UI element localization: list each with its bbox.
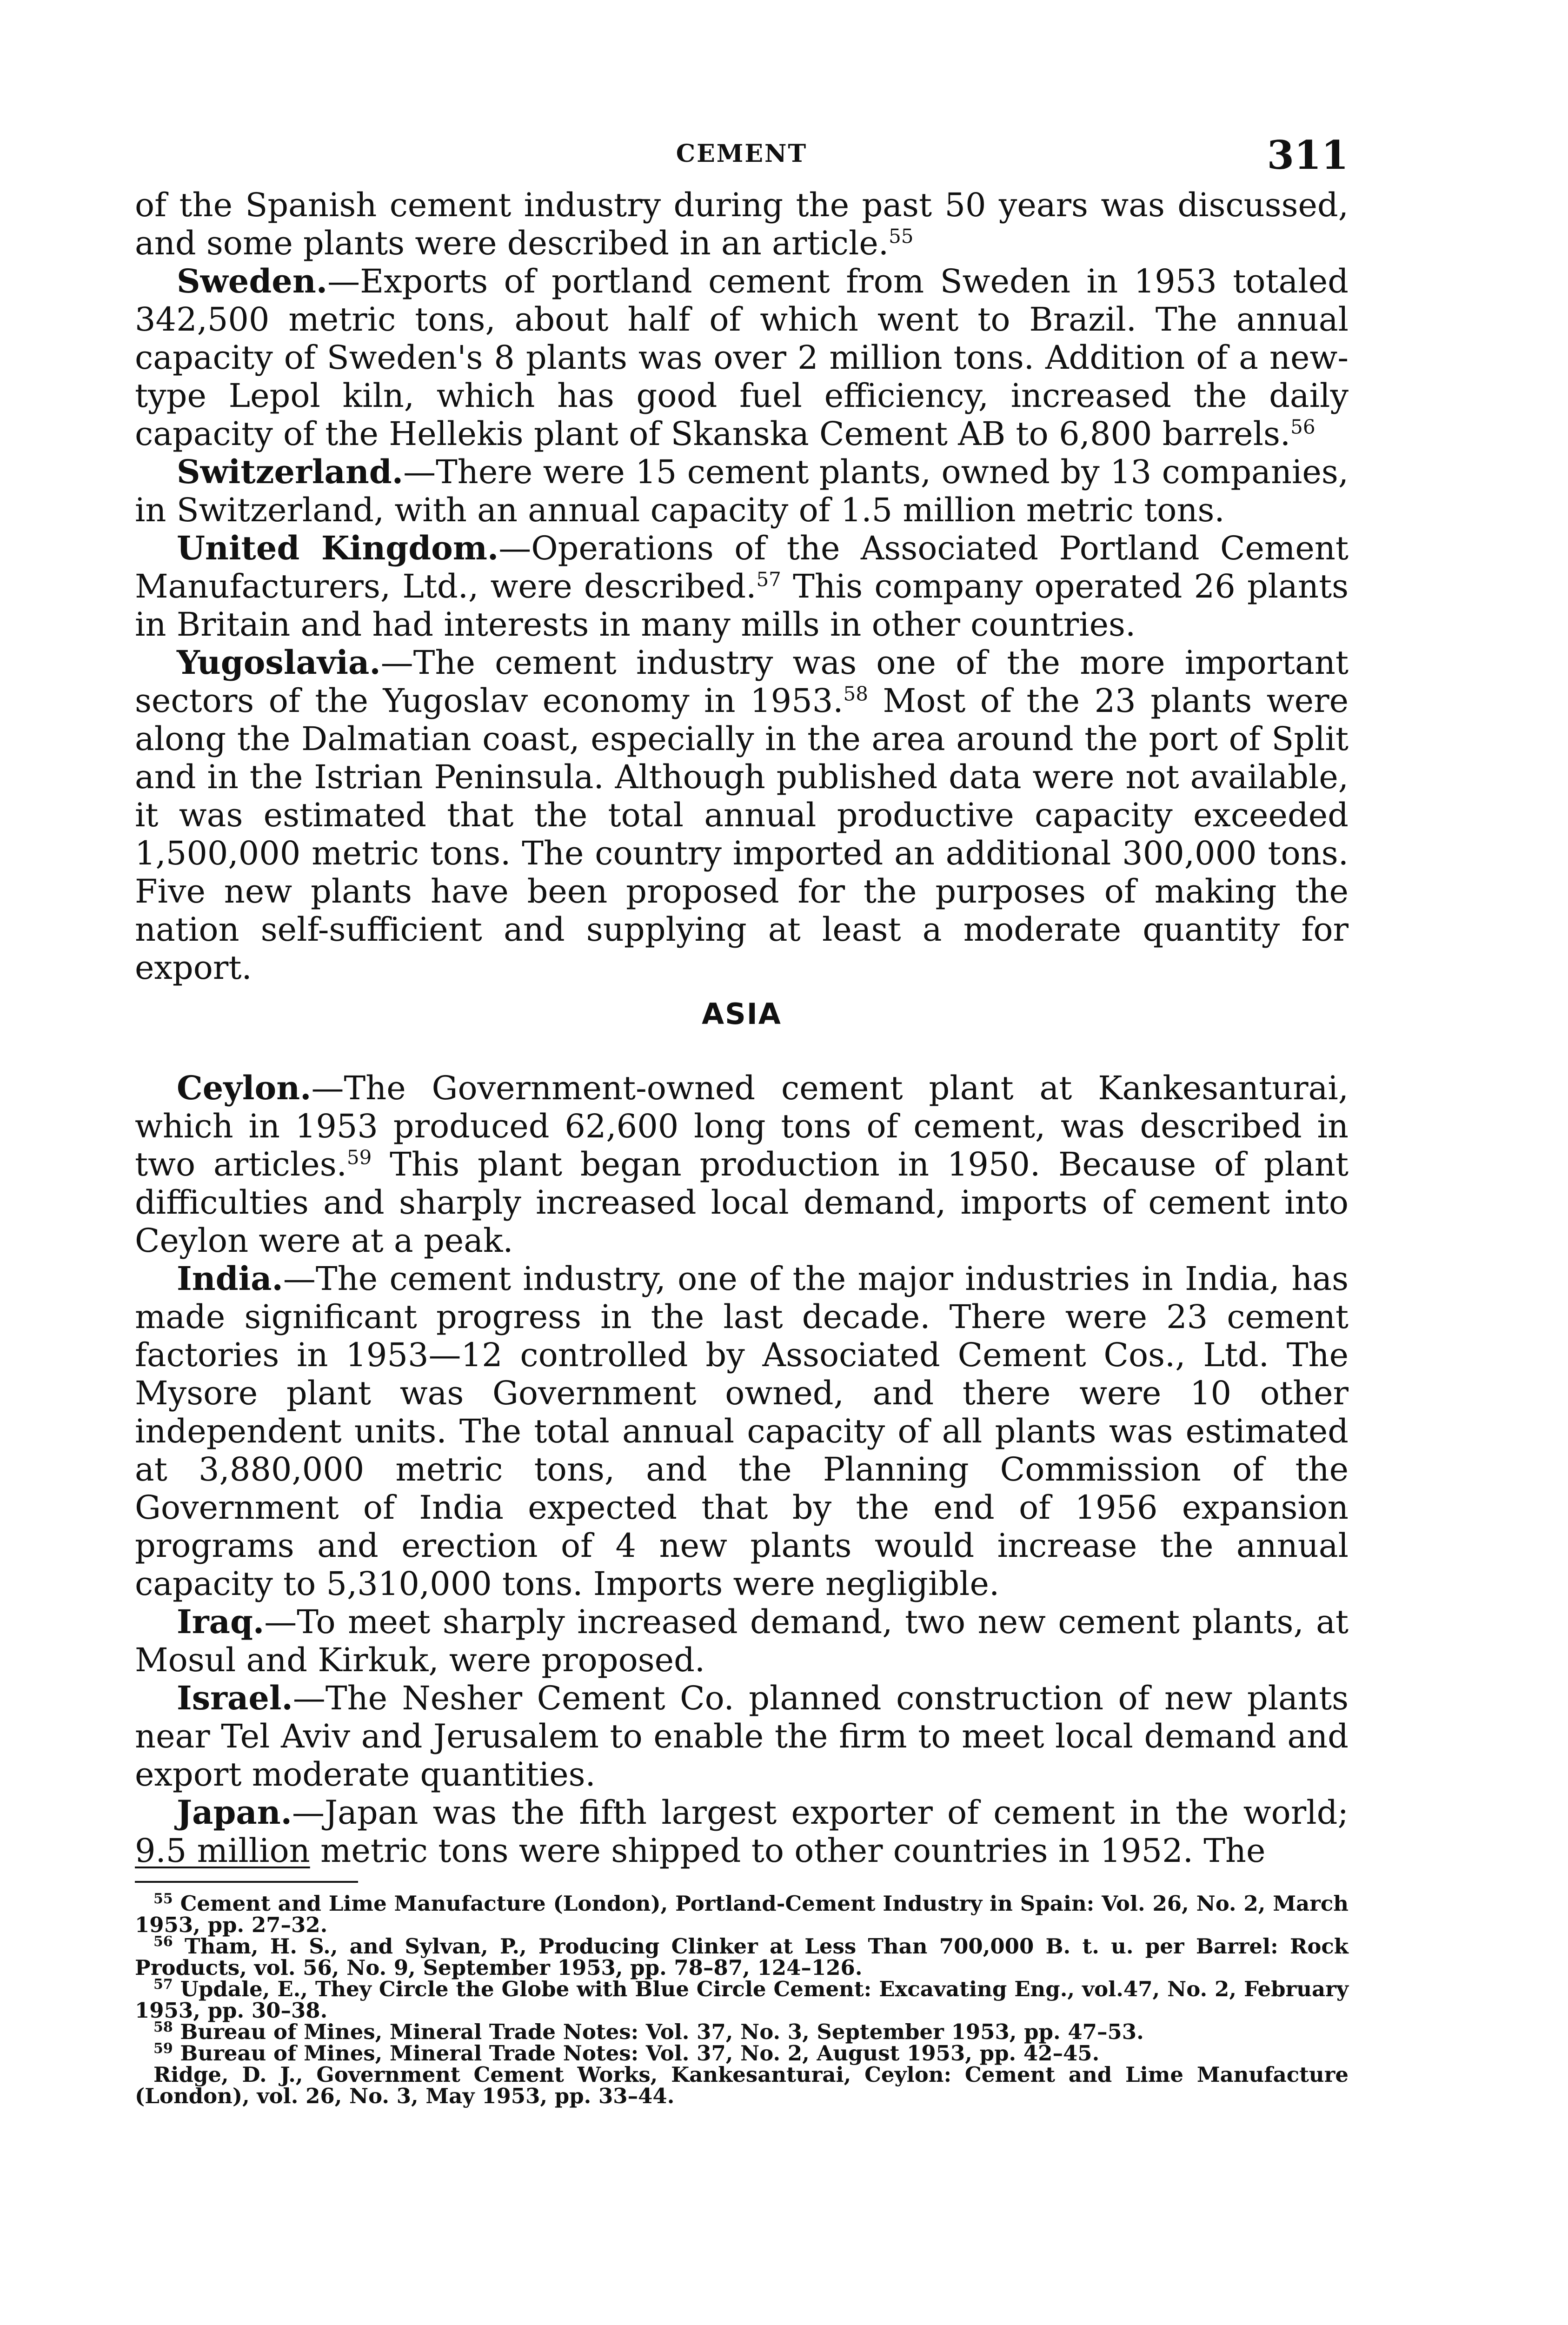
paragraph-india xyxy=(135,1260,1349,1603)
paragraph-text-continued: This company operated 26 plants in Britain and had interests in many mills in other countries. xyxy=(135,567,1349,644)
footnote-ref: 57 xyxy=(756,568,781,591)
footnote-59 xyxy=(135,2040,1349,2066)
paragraph-text-continued: Most of the 23 plants were along the Dalmatian coast, especially in the area around the port of Split and in the Istrian Peninsula. Although published data were not available, it was estimated that the total annual productive capacity exceeded 1,500,000 metric tons. The country imported an additional 300,000 tons. Five new plants have been proposed for the purposes of making the nation self-sufficient and supplying at least a moderate quantity for export. xyxy=(135,682,1349,987)
footnote-text: Ridge, D. J., Government Cement Works, Kankesanturai, Ceylon: Cement and Lime Manufacture (London), vol. 26, No. 3, May 1953, pp. 33–44. xyxy=(135,2062,1349,2108)
footnote-number: 55 xyxy=(153,1891,173,1907)
paragraph-ceylon xyxy=(135,1069,1349,1260)
country-lead-japan: Japan. xyxy=(177,1793,292,1832)
paragraph-text: of the Spanish cement industry during the past 50 years was discussed, and some plants were described in an article. xyxy=(135,186,1349,262)
paragraph-text: —To meet sharply increased demand, two new cement plants, at Mosul and Kirkuk, were proposed. xyxy=(135,1603,1349,1679)
running-title: CEMENT xyxy=(676,140,808,168)
footnote-58 xyxy=(135,2021,1349,2043)
paragraph-yugoslavia xyxy=(135,644,1349,987)
footnote-text: Updale, E., They Circle the Globe with Blue Circle Cement: Excavating Eng., vol.47, No. 2, February 1953, pp. 30–38. xyxy=(135,1977,1349,2023)
country-lead-israel: Israel. xyxy=(177,1679,293,1717)
footnote-ref: 59 xyxy=(346,1146,372,1169)
paragraph-text: —The Nesher Cement Co. planned construction of new plants near Tel Aviv and Jerusalem to enable the firm to meet local demand and export moderate quantities. xyxy=(135,1679,1349,1794)
paragraph-text: —The cement industry was one of the more important sectors of the Yugoslav economy in 1953. xyxy=(135,644,1349,720)
paragraph-text: —There were 15 cement plants, owned by 13 companies, in Switzerland, with an annual capacity of 1.5 million metric tons. xyxy=(135,453,1349,529)
paragraph-spain-continued xyxy=(135,186,1349,262)
country-lead-ceylon: Ceylon. xyxy=(177,1069,312,1107)
paragraph-text: —Exports of portland cement from Sweden in 1953 totaled 342,500 metric tons, about half of which went to Brazil. The annual capacity of Sweden's 8 plants was over 2 million tons. Addition of a new-type Lepol kiln, which has good fuel efficiency, increased the daily capacity of the Hellekis plant of Skanska Cement AB to 6,800 barrels. xyxy=(135,262,1349,453)
footnote-55 xyxy=(135,1893,1349,1936)
paragraph-text: —Operations of the Associated Portland Cement Manufacturers, Ltd., were described. xyxy=(135,529,1349,605)
country-lead-iraq: Iraq. xyxy=(177,1602,265,1641)
footnote-divider xyxy=(135,1881,358,1883)
document-page xyxy=(135,132,1349,2108)
footnote-text: Bureau of Mines, Mineral Trade Notes: Vol. 37, No. 3, September 1953, pp. 47–53. xyxy=(173,2019,1144,2044)
footnote-number: 56 xyxy=(153,1933,173,1950)
paragraph-text-continued: metric tons were shipped to other countries in 1952. The xyxy=(310,1832,1266,1870)
paragraph-text: —Japan was the fifth largest exporter of cement in the world; xyxy=(292,1794,1349,1832)
paragraph-switzerland xyxy=(135,453,1349,529)
footnotes xyxy=(135,1893,1349,2107)
underlined-figure: 9.5 million xyxy=(135,1832,310,1870)
footnote-ref: 58 xyxy=(843,682,868,705)
country-lead-united-kingdom: United Kingdom. xyxy=(177,529,499,567)
section-heading-asia: ASIA xyxy=(702,997,782,1031)
footnote-ref: 56 xyxy=(1290,415,1316,438)
footnote-ref: 55 xyxy=(889,225,914,248)
country-lead-yugoslavia: Yugoslavia. xyxy=(177,643,381,682)
footnote-57 xyxy=(135,1976,1349,2023)
paragraph-text: —The Government-owned cement plant at Kankesanturai, which in 1953 produced 62,600 long tons of cement, was described in two articles. xyxy=(135,1069,1349,1183)
footnote-text: Cement and Lime Manufacture (London), Portland-Cement Industry in Spain: Vol. 26, No. 2, March 1953, pp. 27–32. xyxy=(135,1891,1349,1937)
footnote-number: 59 xyxy=(153,2040,173,2057)
footnote-56 xyxy=(135,1933,1349,1980)
page-number: 311 xyxy=(1267,132,1349,178)
footnote-text: Bureau of Mines, Mineral Trade Notes: Vol. 37, No. 2, August 1953, pp. 42–45. xyxy=(173,2041,1100,2066)
footnote-text: Tham, H. S., and Sylvan, P., Producing Clinker at Less Than 700,000 B. t. u. per Barrel: Rock Products, vol. 56, No. 9, September 1953, pp. 78–87, 124–126. xyxy=(135,1934,1349,1980)
paragraph-israel xyxy=(135,1679,1349,1794)
body-text xyxy=(135,186,1349,1870)
footnote-number: 58 xyxy=(153,2019,173,2035)
country-lead-sweden: Sweden. xyxy=(177,262,328,300)
paragraph-text-continued: This plant began production in 1950. Because of plant difficulties and sharply increased local demand, imports of cement into Ceylon were at a peak. xyxy=(135,1145,1349,1260)
paragraph-japan xyxy=(135,1794,1349,1870)
footnote-59-continued xyxy=(135,2064,1349,2107)
paragraph-united-kingdom xyxy=(135,529,1349,644)
running-header xyxy=(135,132,1349,186)
country-lead-india: India. xyxy=(177,1259,283,1298)
paragraph-sweden xyxy=(135,262,1349,453)
paragraph-iraq xyxy=(135,1603,1349,1679)
country-lead-switzerland: Switzerland. xyxy=(177,452,404,491)
paragraph-text: —The cement industry, one of the major industries in India, has made significant progress in the last decade. There were 23 cement factories in 1953—12 controlled by Associated Cement Cos., Ltd. The Mysore plant was Government owned, and there were 10 other independent units. The total annual capacity of all plants was estimated at 3,880,000 metric tons, and the Planning Commission of the Government of India expected that by the end of 1956 expansion programs and erection of 4 new plants would increase the annual capacity to 5,310,000 tons. Imports were negligible. xyxy=(135,1260,1349,1603)
footnote-number: 57 xyxy=(153,1976,173,1993)
